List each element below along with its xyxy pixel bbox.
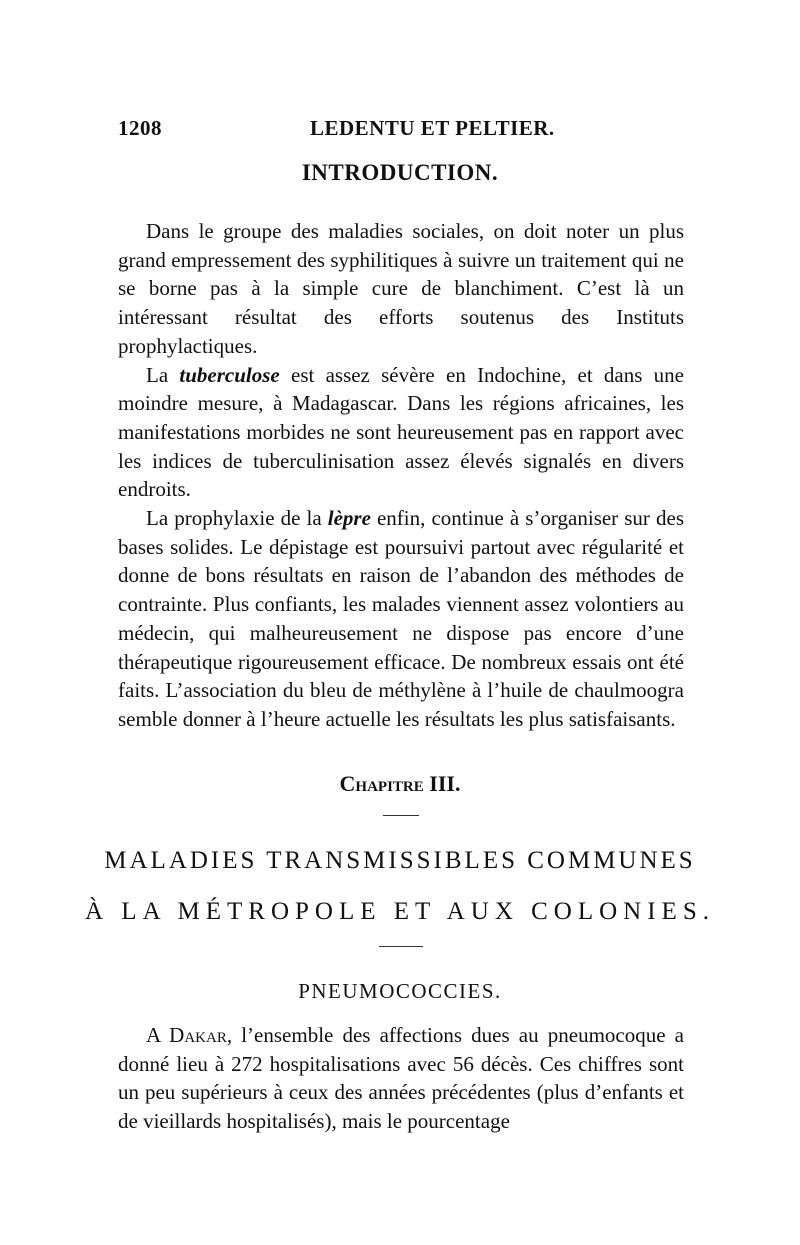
section-heading: PNEUMOCOCCIES. [298,979,502,1003]
section-text [118,1021,684,1136]
paragraph-text: Dans le groupe des maladies sociales, on doit noter un plus grand empressement des syphilitiques à suivre un traitement qui ne se borne pas à la simple cure de blanchiment. C’est là un intéressant résultat des efforts soutenus des Instituts prophylactiques. [118,219,684,358]
page-number: 1208 [118,116,162,140]
running-head [118,116,682,146]
running-head-title: LEDENTU ET PELTIER. [310,116,555,140]
paragraph-dakar [118,1021,684,1136]
paragraph-tuberculosis [118,361,684,505]
paragraph-leprosy [118,504,684,734]
paragraph-text: A [146,1023,170,1047]
introduction-text [118,217,684,734]
paragraph-text: enfin, continue à s’organiser sur des bases solides. Le dépistage est poursuivi partout avec régularité et donne de bons résultats en raison de l’abandon des méthodes de contrainte. Plus confiants, les malades viennent assez volontiers au médecin, qui malheureusement ne dispose pas encore d’une thérapeutique rigoureusement efficace. De nombreux essais ont été faits. L’association du bleu de méthylène à l’huile de chaulmoogra semble donner à l’heure actuelle les résultats les plus satisfaisants. [118,506,684,731]
introduction-heading: INTRODUCTION. [301,160,499,185]
divider-rule [379,946,423,947]
chapter-title-line-1: MALADIES TRANSMISSIBLES COMMUNES [104,847,696,874]
chapter-title-line-2: À LA MÉTROPOLE ET AUX COLONIES. [85,898,715,925]
term-lepre: lèpre [327,506,371,531]
chapter-label: Chapitre III. [339,771,461,796]
divider-short [383,815,419,816]
paragraph-text: , l’ensemble des affections dues au pneumocoque a donné lieu à 272 hospitalisations avec 56 décès. Ces chiffres sont un peu supérieurs à ceux des années précédentes (plus d’enfants et de vieillards hospitalisés), mais le pourcentage [118,1023,685,1134]
term-tuberculose: tuberculose [179,362,280,387]
paragraph-text: est assez sévère en Indochine, et dans une moindre mesure, à Madagascar. Dans les régions africaines, les manifestations morbides ne sont heureusement pas en rapport avec les indices de tuberculinisation assez élevés signalés en divers endroits. [118,362,684,502]
paragraph-social-diseases [118,217,684,361]
place-name-dakar: Dakar [169,1023,227,1047]
paragraph-text: La [146,362,180,387]
paragraph-text: La prophylaxie de la [146,506,328,531]
